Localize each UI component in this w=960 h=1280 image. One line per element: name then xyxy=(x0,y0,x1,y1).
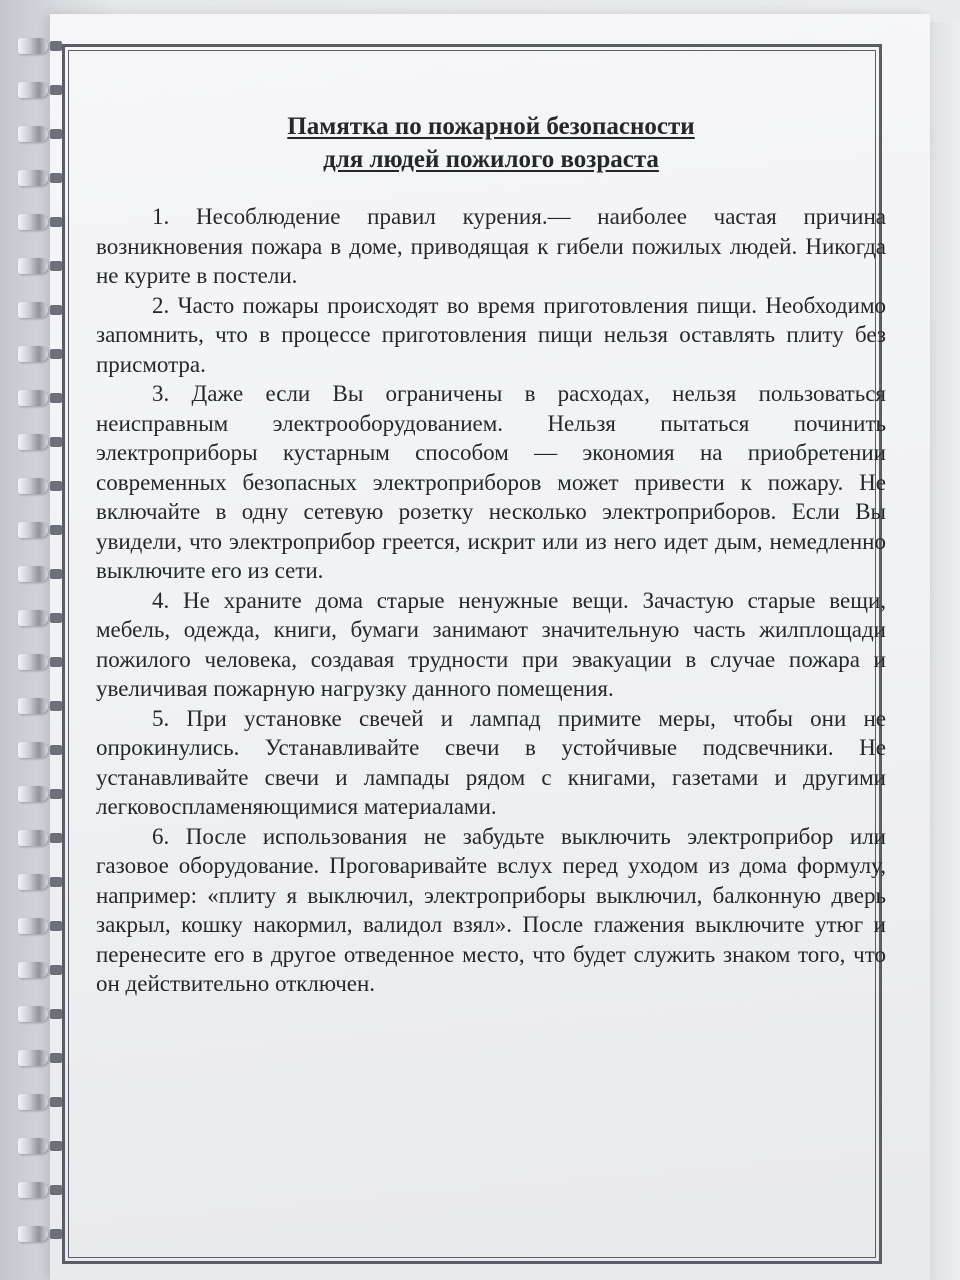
memo-content xyxy=(96,110,886,999)
paragraph-6: 6. После использования не забудьте выключить электроприбор или газовое оборудование. Проговаривайте вслух перед уходом из дома формулу, например: «плиту я выключил, электроприборы выключил, балконную дверь закрыл, кошку накормил, валидол взял». После глажения выключите утюг и перенесите его в другое отведенное место, что будет служить знаком того, что он действительно отключен. xyxy=(96,823,886,996)
paragraph-4: 4. Не храните дома старые ненужные вещи. Зачастую старые вещи, мебель, одежда, книги, бумаги занимают значительную часть жилплощади пожилого человека, создавая трудности при эвакуации в случае пожара и увеличивая пожарную нагрузку данного помещения. xyxy=(96,587,886,701)
memo-title xyxy=(96,110,886,176)
title-line-2: для людей пожилого возраста xyxy=(323,146,659,173)
paragraph-1: 1. Несоблюдение правил курения.— наиболее частая причина возникновения пожара в доме, приводящая к гибели пожилых людей. Никогда не курите в постели. xyxy=(96,204,886,288)
paragraph-5: 5. При установке свечей и лампад примите меры, чтобы они не опрокинулись. Устанавливайте свечи в устойчивые подсвечники. Не устанавливайте свечи и лампады рядом с книгами, газетами и другими легковоспламеняющимися материалами. xyxy=(96,705,886,819)
paragraph-2: 2. Часто пожары происходят во время приготовления пищи. Необходимо запомнить, что в процессе приготовления пищи нельзя оставлять плиту без присмотра. xyxy=(96,292,886,377)
paragraph-3: 3. Даже если Вы ограничены в расходах, нельзя пользоваться неисправным электрооборудованием. Нельзя пытаться починить электроприборы кустарным способом — экономия на приобретении современных безопасных электроприборов может привести к пожару. Не включайте в одну сетевую розетку несколько электроприборов. Если Вы увидели, что электроприбор греется, искрит или из него идет дым, немедленно выключите его из сети. xyxy=(96,381,886,583)
title-line-1: Памятка по пожарной безопасности xyxy=(287,113,695,140)
